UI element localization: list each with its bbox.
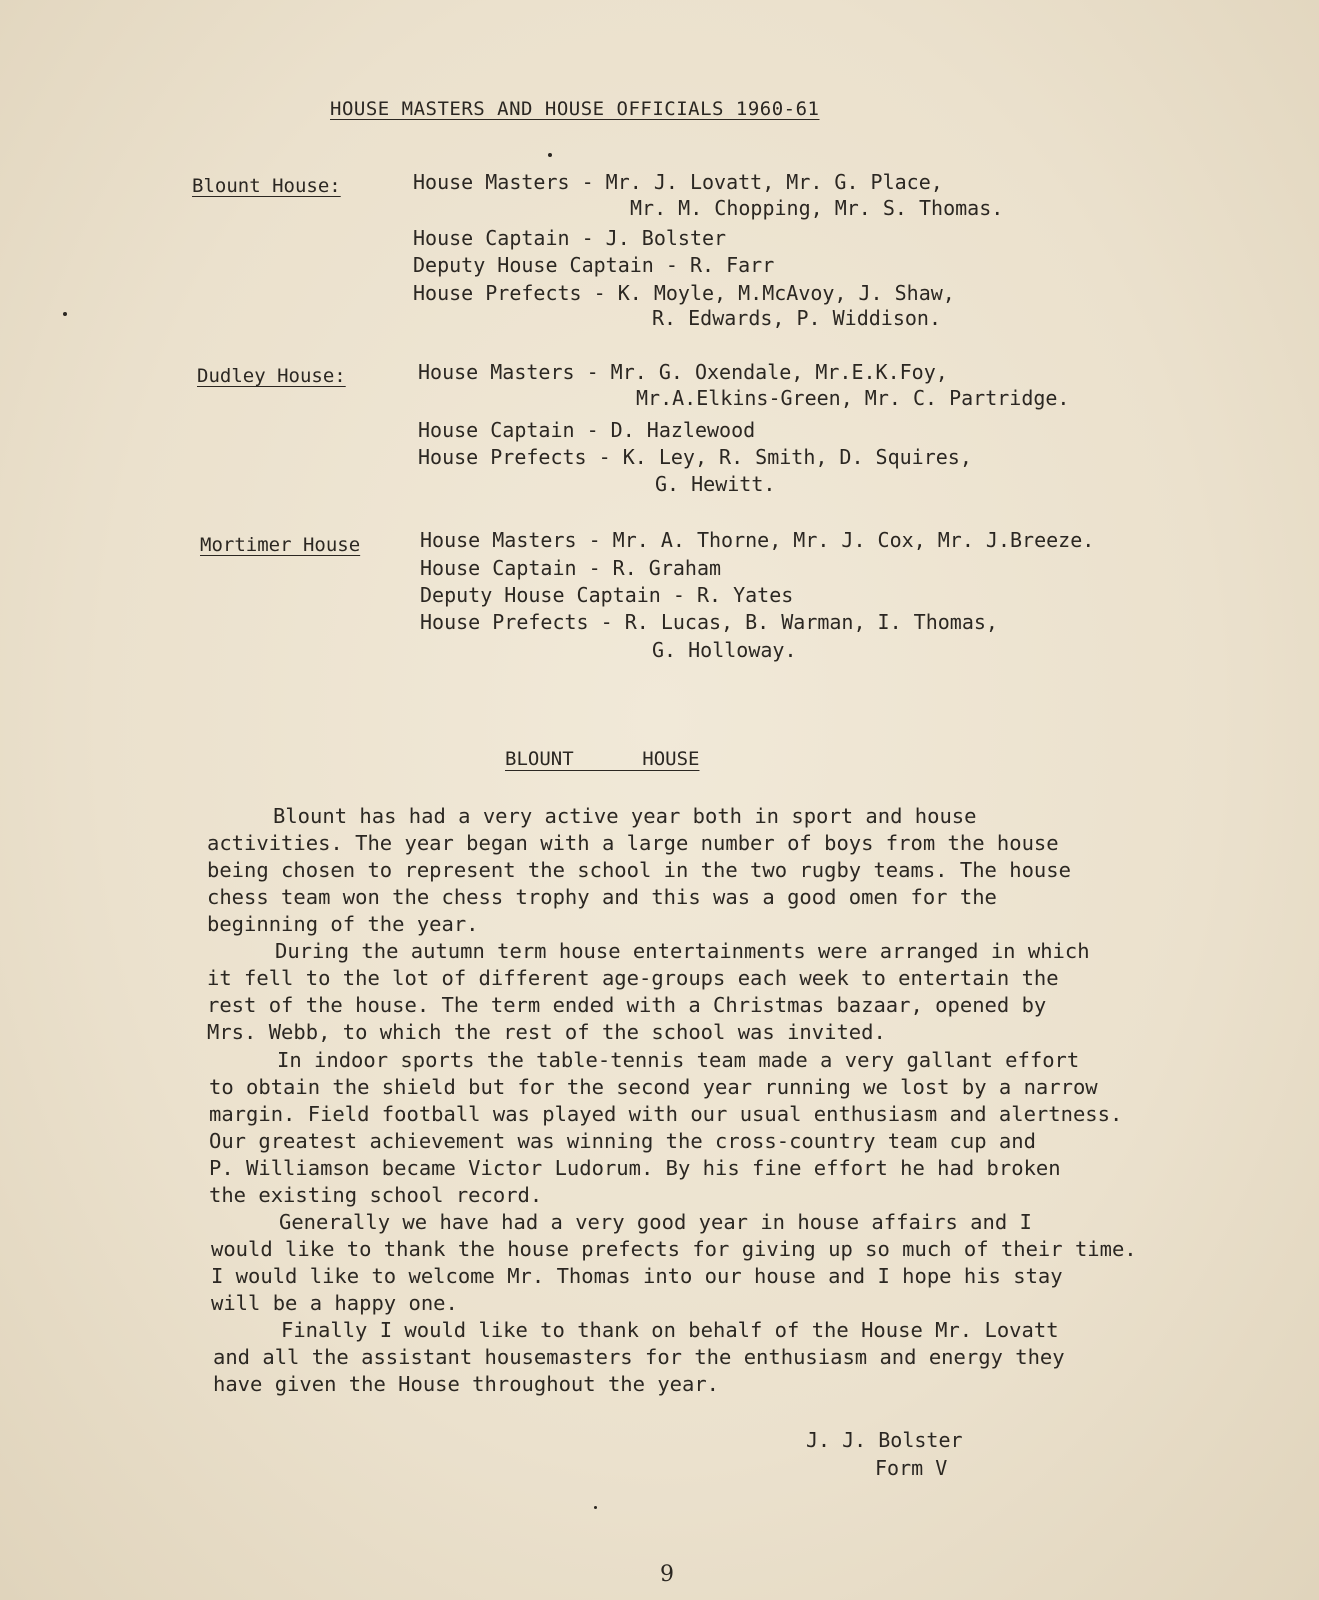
report-line: rest of the house. The term ended with a Christmas bazaar, opened by xyxy=(207,993,1047,1017)
report-line: margin. Field football was played with our usual enthusiasm and alertness. xyxy=(209,1102,1123,1126)
dudley-house-masters-cont: Mr.A.Elkins-Green, Mr. C. Partridge. xyxy=(636,386,1070,410)
dudley-house-masters: House Masters - Mr. G. Oxendale, Mr.E.K.Foy, xyxy=(418,360,948,384)
report-line: Our greatest achievement was winning the cross-country team cup and xyxy=(209,1129,1036,1153)
blount-house-masters-cont: Mr. M. Chopping, Mr. S. Thomas. xyxy=(630,196,1004,220)
report-line: and all the assistant housemasters for the enthusiasm and energy they xyxy=(213,1345,1065,1369)
ink-speck xyxy=(594,1506,597,1509)
report-line: will be a happy one. xyxy=(211,1291,458,1315)
mortimer-house-masters: House Masters - Mr. A. Thorne, Mr. J. Cox, Mr. J.Breeze. xyxy=(420,528,1095,552)
blount-house-captain: House Captain - J. Bolster xyxy=(413,226,727,250)
dudley-house-label: Dudley House: xyxy=(197,365,346,387)
report-line: being chosen to represent the school in the two rugby teams. The house xyxy=(207,858,1071,882)
signature-form: Form V xyxy=(875,1456,948,1480)
report-line: beginning of the year. xyxy=(207,912,479,936)
blount-house-masters: House Masters - Mr. J. Lovatt, Mr. G. Place, xyxy=(413,170,943,194)
mortimer-house-prefects-cont: G. Holloway. xyxy=(652,638,797,662)
report-line: have given the House throughout the year. xyxy=(213,1372,720,1396)
report-line: would like to thank the house prefects for giving up so much of their time. xyxy=(211,1237,1137,1261)
report-line: activities. The year began with a large number of boys from the house xyxy=(207,831,1059,855)
report-line: I would like to welcome Mr. Thomas into our house and I hope his stay xyxy=(211,1264,1063,1288)
report-line: it fell to the lot of different age-groups each week to entertain the xyxy=(207,966,1059,990)
report-title: BLOUNT HOUSE xyxy=(505,748,700,770)
dudley-house-prefects-cont: G. Hewitt. xyxy=(655,472,776,496)
signature-name: J. J. Bolster xyxy=(806,1428,963,1452)
officials-title: HOUSE MASTERS AND HOUSE OFFICIALS 1960-61 xyxy=(330,98,820,120)
report-line: Finally I would like to thank on behalf of the House Mr. Lovatt xyxy=(281,1318,1059,1342)
report-line: the existing school record. xyxy=(209,1183,543,1207)
page-number: 9 xyxy=(660,1562,674,1587)
report-line: Blount has had a very active year both in sport and house xyxy=(273,804,977,828)
report-line: to obtain the shield but for the second year running we lost by a narrow xyxy=(209,1075,1098,1099)
report-line: In indoor sports the table-tennis team made a very gallant effort xyxy=(277,1048,1080,1072)
report-line: Generally we have had a very good year in house affairs and I xyxy=(279,1210,1032,1234)
blount-house-label: Blount House: xyxy=(192,175,341,197)
blount-house-prefects: House Prefects - K. Moyle, M.McAvoy, J. Shaw, xyxy=(413,281,955,305)
mortimer-house-prefects: House Prefects - R. Lucas, B. Warman, I. Thomas, xyxy=(420,610,998,634)
mortimer-house-captain: House Captain - R. Graham xyxy=(420,556,722,580)
report-line: chess team won the chess trophy and this was a good omen for the xyxy=(207,885,997,909)
dudley-house-prefects: House Prefects - K. Ley, R. Smith, D. Squires, xyxy=(418,445,972,469)
dudley-house-captain: House Captain - D. Hazlewood xyxy=(418,418,756,442)
ink-speck xyxy=(548,153,552,157)
report-line: Mrs. Webb, to which the rest of the school was invited. xyxy=(207,1020,886,1044)
blount-house-prefects-cont: R. Edwards, P. Widdison. xyxy=(652,306,941,330)
blount-deputy-captain: Deputy House Captain - R. Farr xyxy=(413,253,775,277)
report-line: During the autumn term house entertainments were arranged in which xyxy=(275,939,1090,963)
mortimer-house-label: Mortimer House xyxy=(200,534,361,556)
ink-speck xyxy=(63,312,67,316)
report-line: P. Williamson became Victor Ludorum. By his fine effort he had broken xyxy=(209,1156,1061,1180)
mortimer-deputy-captain: Deputy House Captain - R. Yates xyxy=(420,583,794,607)
